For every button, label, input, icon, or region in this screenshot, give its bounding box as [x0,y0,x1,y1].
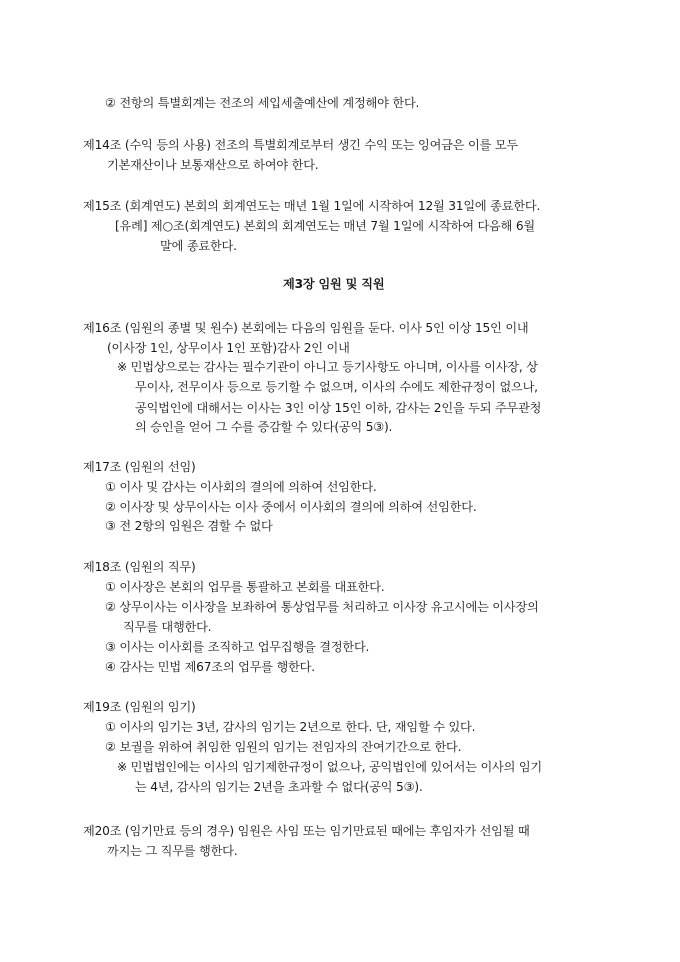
article-18-paragraph-1: ① 이사장은 본회의 업무를 통괄하고 본회를 대표한다. [105,580,385,594]
article-14-line-2: 기본재산이나 보통재산으로 하여야 한다. [107,158,319,172]
chapter-3-title: 제3장 임원 및 직원 [283,277,385,291]
article-18-paragraph-3: ③ 이사는 이사회를 조직하고 업무집행을 결정한다. [105,640,370,654]
article-18-paragraph-2-line-2: 직무를 대행한다. [123,620,212,634]
article-15-example-line-1: [유례] 제○조(회계연도) 본회의 회계연도는 매년 7월 1일에 시작하여 다음해 6월 [115,219,536,233]
article-16-note-line-2: 무이사, 전무이사 등으로 등기할 수 없으며, 이사의 수에도 제한규정이 없으나, [135,380,538,394]
article-16-note-line-3: 공익법인에 대해서는 이사는 3인 이상 15인 이하, 감사는 2인을 두되 주무관청 [135,401,542,415]
article-15-line-1: 제15조 (회계연도) 본회의 회계연도는 매년 1월 1일에 시작하여 12월 31일에 종료한다. [83,199,541,213]
article-17-paragraph-3: ③ 전 2항의 임원은 겸할 수 없다 [105,519,273,533]
article-15-example-line-2: 말에 종료한다. [160,239,237,253]
article-18-heading: 제18조 (임원의 직무) [83,560,196,574]
article-19-paragraph-1: ① 이사의 임기는 3년, 감사의 임기는 2년으로 한다. 단, 재임할 수 있다. [105,720,476,734]
article-17-heading: 제17조 (임원의 선임) [83,460,196,474]
article-16-line-1: 제16조 (임원의 종별 및 원수) 본회에는 다음의 임원을 둔다. 이사 5인 이상 15인 이내 [83,321,529,335]
article-19-heading: 제19조 (임원의 임기) [83,700,196,714]
article-14-line-1: 제14조 (수익 등의 사용) 전조의 특별회계로부터 생긴 수익 또는 잉여금은 이를 모두 [83,138,518,152]
article-17-paragraph-1: ① 이사 및 감사는 이사회의 결의에 의하여 선임한다. [105,480,377,494]
article-19-note-line-1: ※ 민법법인에는 이사의 임기제한규정이 없으나, 공익법인에 있어서는 이사의 임기 [117,760,542,774]
article-16-line-2: (이사장 1인, 상무이사 1인 포함)감사 2인 이내 [107,341,350,355]
article-19-paragraph-2: ② 보궐을 위하여 취임한 임원의 임기는 전임자의 잔여기간으로 한다. [105,740,462,754]
article-18-paragraph-4: ④ 감사는 민법 제67조의 업무를 행한다. [105,660,315,674]
article-19-note-line-2: 는 4년, 감사의 임기는 2년을 초과할 수 없다(공익 5③). [135,780,423,794]
article-13-paragraph-2: ② 전항의 특별회계는 전조의 세입세출예산에 계정해야 한다. [105,96,420,110]
article-18-paragraph-2-line-1: ② 상무이사는 이사장을 보좌하여 통상업무를 처리하고 이사장 유고시에는 이사장의 [105,600,539,614]
article-16-note-line-1: ※ 민법상으로는 감사는 필수기관이 아니고 등기사항도 아니며, 이사를 이사장, 상 [117,360,538,374]
article-20-line-1: 제20조 (임기만료 등의 경우) 임원은 사임 또는 임기만료된 때에는 후임자가 선임될 때 [83,824,530,838]
article-16-note-line-4: 의 승인을 얻어 그 수를 증감할 수 있다(공익 5③). [135,420,393,434]
article-17-paragraph-2: ② 이사장 및 상무이사는 이사 중에서 이사회의 결의에 의하여 선임한다. [105,500,477,514]
article-20-line-2: 까지는 그 직무를 행한다. [107,844,238,858]
